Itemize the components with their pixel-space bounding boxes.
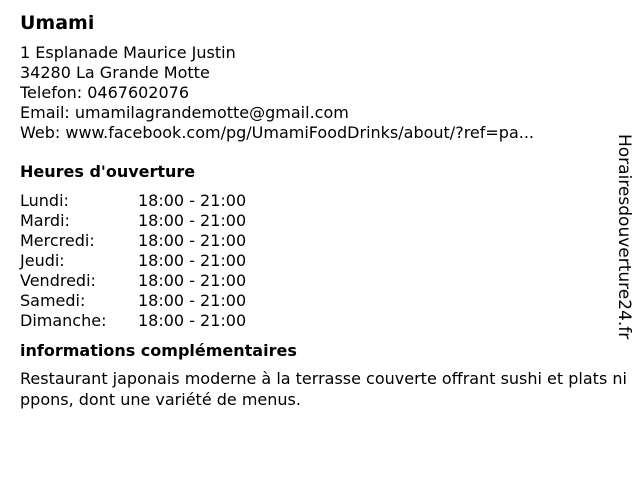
additional-info-title: informations complémentaires bbox=[20, 341, 297, 360]
time-range: 18:00 - 21:00 bbox=[138, 191, 247, 210]
day-label: Samedi: bbox=[20, 291, 86, 310]
opening-hours-title: Heures d'ouverture bbox=[20, 162, 196, 181]
time-range: 18:00 - 21:00 bbox=[138, 231, 247, 250]
time-range: 18:00 - 21:00 bbox=[138, 211, 247, 230]
email-line: Email: umamilagrandemotte@gmail.com bbox=[20, 103, 349, 122]
restaurant-description: Restaurant japonais moderne à la terrasse couverte offrant sushi et plats nippons, dont une variété de menus. bbox=[20, 369, 627, 409]
hours-row-tuesday bbox=[20, 211, 246, 231]
restaurant-name: Umami bbox=[20, 12, 95, 34]
day-label: Lundi: bbox=[20, 191, 69, 210]
hours-row-saturday bbox=[20, 291, 246, 311]
web-line: Web: www.facebook.com/pg/UmamiFoodDrinks/about/?ref=pa... bbox=[20, 123, 535, 142]
time-range: 18:00 - 21:00 bbox=[138, 311, 247, 330]
day-label: Dimanche: bbox=[20, 311, 107, 330]
time-range: 18:00 - 21:00 bbox=[138, 291, 247, 310]
address-line-2: 34280 La Grande Motte bbox=[20, 63, 210, 82]
address-line-1: 1 Esplanade Maurice Justin bbox=[20, 43, 236, 62]
time-range: 18:00 - 21:00 bbox=[138, 251, 247, 270]
time-range: 18:00 - 21:00 bbox=[138, 271, 247, 290]
opening-hours-table bbox=[20, 191, 246, 331]
day-label: Mardi: bbox=[20, 211, 70, 230]
day-label: Jeudi: bbox=[20, 251, 65, 270]
site-watermark: Horairesdouverture24.fr bbox=[614, 134, 634, 340]
hours-row-thursday bbox=[20, 251, 246, 271]
hours-row-friday bbox=[20, 271, 246, 291]
hours-row-monday bbox=[20, 191, 246, 211]
day-label: Mercredi: bbox=[20, 231, 95, 250]
phone-line: Telefon: 0467602076 bbox=[20, 83, 190, 102]
hours-row-wednesday bbox=[20, 231, 246, 251]
hours-row-sunday bbox=[20, 311, 246, 331]
day-label: Vendredi: bbox=[20, 271, 96, 290]
